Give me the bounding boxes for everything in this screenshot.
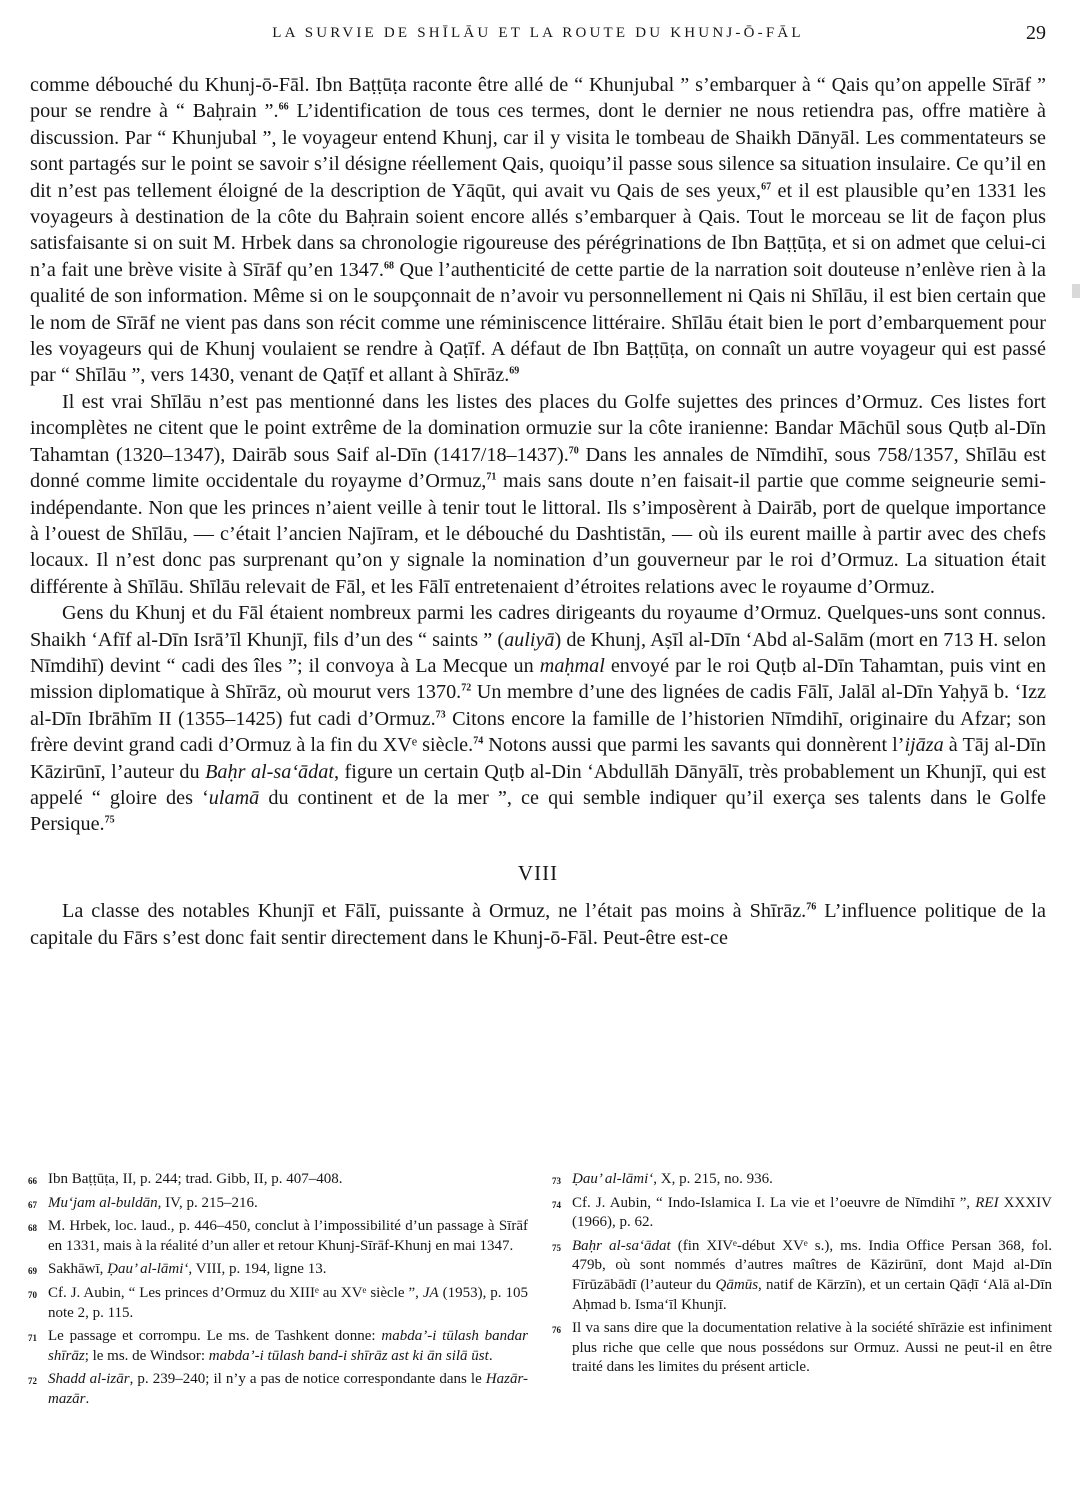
footnote-ref[interactable]: 69 bbox=[509, 365, 520, 377]
text-run: comme débouché du Khunj-ō-Fāl. Ibn Baṭṭūṭa raconte être allé de “ Khunjubal ” s’embarquer à “ Qais qu’on appelle Sīrāf ” pour se rendre à “ Baḥrain ”. bbox=[30, 74, 1046, 123]
text-run: L’influence politique de la capitale du Fārs s’est donc fait sentir directement dans le Khunj-ō-Fāl. Peut-être est-ce bbox=[30, 900, 1047, 949]
running-title: LA SURVIE DE SHĪLĀU ET LA ROUTE DU KHUNJ-Ō-FĀL bbox=[272, 25, 804, 41]
footnote-number: 67 bbox=[28, 1199, 37, 1210]
footnote-number: 74 bbox=[552, 1199, 561, 1210]
footnote-column-right bbox=[552, 1170, 1052, 1382]
footnote-title: Qāmūs bbox=[715, 1276, 759, 1293]
text-run: Que l’authenticité de cette partie de la narration soit douteuse n’enlève rien à la qualité de son information. Même si on le soupçonnait de n’avoir vu personnellement ni Qais ni Shīlāu, il est bien certain que le nom de Sīrāf ne vient pas dans son récit comme une réminiscence littéraire. Shīlāu était bien le port d’embarquement pour les voyageurs qui de Khunj voulaient se rendre à Qaṭīf. A défaut de Ibn Baṭṭūṭa, on connaît un autre voyageur qui est passé par “ Shīlāu ”, vers 1430, venant de Qaṭīf et allant à Shīrāz. bbox=[30, 258, 1046, 387]
footnote-ref[interactable]: 66 bbox=[278, 101, 289, 113]
italic-term: ijāza bbox=[904, 734, 944, 757]
text-run: Notons aussi que parmi les savants qui donnèrent l’ bbox=[483, 734, 905, 757]
italic-term: ulamā bbox=[208, 786, 260, 809]
footnote bbox=[552, 1237, 1052, 1315]
footnote-title: Mu‘jam al-buldān bbox=[48, 1194, 158, 1211]
footnote bbox=[552, 1194, 1052, 1233]
paragraph bbox=[30, 389, 1046, 600]
footnote-ref[interactable]: 75 bbox=[104, 814, 115, 826]
text-run: Gens du Khunj et du Fāl étaient nombreux parmi les cadres dirigeants du royaume d’Ormuz. Quelques-uns sont connus. Shaikh ‘Afīf al-Dīn Isrā’īl Khunjī, fils d’un des “ saints ” ( bbox=[30, 602, 1046, 651]
text-run: L’identification de tous ces termes, dont le dernier ne nous retiendra pas, offre matière à discussion. Par “ Khunjubal ”, le voyageur entend Khunj, car il y visita le tombeau de Shaikh Dānyāl. Les commentateurs se sont partagés sur le point se savoir s’il désigne réellement Qais, quoiqu’il passe sous silence sa situation insulaire. Ce qu’il en dit n’est pas tellement éloigné de la description de Yāqūt, qui avait vu Qais de ses yeux, bbox=[30, 100, 1046, 202]
footnote-text: Il va sans dire que la documentation relative à la société shīrāzie est infiniment plus riche que celle que nous possédons sur Ormuz. Aussi ne peut-il en être traité dans les limites du présent article. bbox=[572, 1320, 1052, 1376]
footnote-text: , natif de Kārzīn), et un certain Qāḍī ‘Alā al-Dīn Aḥmad b. Isma‘īl Khunjī. bbox=[572, 1276, 1052, 1313]
footnote-number: 75 bbox=[552, 1242, 561, 1253]
italic-term: auliyā bbox=[504, 628, 555, 651]
main-text bbox=[30, 72, 1046, 951]
footnote-title: Hazār-mazār bbox=[48, 1371, 528, 1407]
footnote-ref[interactable]: 71 bbox=[486, 471, 497, 483]
footnote-title: Baḥr al-sa‘ādat bbox=[572, 1237, 671, 1254]
footnote-title: mabda’-i tūlash bandar shīrāz bbox=[48, 1328, 528, 1364]
page-header bbox=[28, 22, 1048, 52]
footnote-title: Shadd al-izār bbox=[48, 1371, 130, 1388]
footnote-text: (1953), p. 105 note 2, p. 115. bbox=[48, 1284, 528, 1321]
paragraph bbox=[30, 72, 1046, 389]
text-run: Citons encore la famille de l’historien Nīmdihī, originaire du Afzar; son frère devint grand cadi d’Ormuz à la fin du XVᵉ siècle. bbox=[30, 707, 1046, 757]
footnote-text: Ibn Baṭṭūṭa, II, p. 244; trad. Gibb, II, p. 407–408. bbox=[48, 1171, 343, 1187]
text-run: ) de Khunj, Aṣīl al-Dīn ‘Abd al-Salām (mort en 713 H. selon Nīmdihī) devint “ cadi des îles ”; il convoya à La Mecque un bbox=[30, 628, 1046, 677]
text-run: Dans les annales de Nīmdihī, sous 758/1357, Shīlāu est donné comme limite occidentale du royayme d’Ormuz, bbox=[30, 443, 1046, 493]
footnote-text: Le passage et corrompu. Le ms. de Tashkent donne: bbox=[48, 1328, 382, 1345]
footnote bbox=[28, 1284, 528, 1323]
footnote-number: 71 bbox=[28, 1333, 37, 1344]
footnote-number: 69 bbox=[28, 1266, 37, 1277]
footnote bbox=[552, 1170, 1052, 1190]
footnote-text: XXXIV (1966), p. 62. bbox=[572, 1194, 1053, 1231]
footnote-text: , VIII, p. 194, ligne 13. bbox=[188, 1261, 327, 1278]
footnote-text: Sakhāwī, bbox=[48, 1261, 108, 1278]
footnote-number: 76 bbox=[552, 1325, 561, 1336]
italic-term: Baḥr al-sa‘ādat bbox=[205, 760, 334, 783]
paragraph bbox=[30, 600, 1046, 838]
footnote-ref[interactable]: 68 bbox=[383, 260, 394, 272]
footnote-number: 72 bbox=[28, 1376, 37, 1387]
footnote bbox=[28, 1217, 528, 1256]
footnote bbox=[28, 1370, 528, 1409]
footnote-text: (fin XIVᵉ-début XVᵉ s.), ms. India Office Persan 368, fol. 479b, où sont nommés d’autres maîtres de Kāzirūnī, dont Majd al-Dīn Fīrūzābādī (l’auteur du bbox=[572, 1237, 1052, 1293]
footnote-text: ; le ms. de Windsor: bbox=[84, 1347, 209, 1364]
footnote-text: . bbox=[488, 1347, 493, 1364]
text-run: , figure un certain Quṭb al-Din ‘Abdullāh Dānyālī, très probablement un Khunjī, qui est appelé “ gloire des ‘ bbox=[30, 760, 1047, 809]
footnote bbox=[28, 1194, 528, 1214]
text-run: La classe des notables Khunjī et Fālī, puissante à Ormuz, ne l’était pas moins à Shīrāz. bbox=[62, 900, 807, 923]
footnote-ref[interactable]: 70 bbox=[568, 444, 579, 456]
footnote-title: Ḍau’ al-lāmi‘ bbox=[572, 1171, 654, 1187]
footnote-number: 68 bbox=[28, 1223, 37, 1234]
footnote-ref[interactable]: 72 bbox=[461, 682, 472, 694]
page-number: 29 bbox=[1026, 22, 1046, 44]
scrollbar-marker[interactable] bbox=[1072, 284, 1080, 298]
footnote-title: Ḍau’ al-lāmi‘ bbox=[107, 1261, 189, 1278]
text-run: Il est vrai Shīlāu n’est pas mentionné dans les listes des places du Golfe sujettes des princes d’Ormuz. Ces listes fort incomplètes ne citent que le point extrême de la domination ormuzie sur la côte iranienne: Bandar Māchūl sous Quṭb al-Dīn Tahamtan (1320–1347), Dairāb sous Saif al-Dīn (1417/18–1437). bbox=[30, 390, 1046, 466]
footnote-ref[interactable]: 67 bbox=[761, 180, 772, 192]
footnote-text: , p. 239–240; il n’y a pas de notice correspondante dans le bbox=[129, 1371, 486, 1388]
footnote-text: , X, p. 215, no. 936. bbox=[653, 1171, 773, 1187]
footnote-ref[interactable]: 74 bbox=[473, 735, 484, 747]
text-run: Un membre d’une des lignées de cadis Fālī, Jalāl al-Dīn Yaḥyā b. ‘Izz al-Dīn Ibrāhīm II (1355–1425) fut cadi d’Ormuz. bbox=[30, 681, 1046, 730]
footnote bbox=[552, 1319, 1052, 1378]
footnote-title: JA bbox=[422, 1284, 439, 1301]
footnote-ref[interactable]: 76 bbox=[806, 901, 817, 913]
footnote bbox=[28, 1327, 528, 1366]
italic-term: maḥmal bbox=[539, 654, 605, 677]
footnote-number: 66 bbox=[28, 1176, 37, 1186]
footnote bbox=[28, 1260, 528, 1280]
text-run: et il est plausible qu’en 1331 les voyageurs à destination de la côte du Baḥrain soient encore allés s’embarquer à Qais. Tout le morceau se lit de façon plus satisfaisante si on suit M. Hrbek dans sa chronologie rigoureuse des pérégrinations de Ibn Baṭṭūṭa, et si on admet que celui-ci n’a fait une brève visite à Sīrāf qu’en 1347. bbox=[30, 179, 1046, 281]
footnote-number: 70 bbox=[28, 1289, 37, 1300]
footnote-column-left bbox=[28, 1170, 528, 1414]
footnote-text: Cf. J. Aubin, “ Les princes d’Ormuz du XIIIᵉ au XVᵉ siècle ”, bbox=[48, 1284, 423, 1301]
footnote-text: . bbox=[85, 1390, 90, 1407]
text-run: à Tāj al-Dīn Kāzirūnī, l’auteur du bbox=[30, 734, 1046, 783]
footnote-text: , IV, p. 215–216. bbox=[157, 1194, 258, 1211]
footnote-text: Cf. J. Aubin, “ Indo-Islamica I. La vie et l’oeuvre de Nīmdihī ”, bbox=[572, 1194, 976, 1211]
footnote-title: REI bbox=[975, 1194, 999, 1211]
footnote-ref[interactable]: 73 bbox=[435, 709, 446, 721]
paragraph bbox=[30, 898, 1046, 951]
text-run: envoyé par le roi Quṭb al-Dīn Tahamtan, puis vint en mission diplomatique à Shīrāz, où mourut vers 1370. bbox=[30, 654, 1047, 704]
text-run: du continent et de la mer ”, ce qui semble indiquer qu’il exerça ses talents dans le Golfe Persique. bbox=[30, 786, 1046, 836]
footnote-text: M. Hrbek, loc. laud., p. 446–450, conclut à l’impossibilité d’un passage à Sīrāf en 1331, mais à la réalité d’un aller et retour Khunj-Sīrāf-Khunj en mai 1347. bbox=[48, 1218, 528, 1254]
footnote-number: 73 bbox=[552, 1176, 561, 1186]
footnote-title: mabda’-i tūlash band-i shīrāz ast ki ān silā ūst bbox=[208, 1347, 489, 1364]
text-run: mais sans doute n’en faisait-il partie que comme seigneurie semi-indépendante. Non que les princes n’aient veille à tenir tout le littoral. Ils s’imposèrent à Dairāb, port de quelque importance à l’ouest de Shīlāu, — c’était l’ancien Najīram, et le débouché du Dashtistān, — où ils eurent maille à partir avec des chefs locaux. Il n’est donc pas surprenant qu’on y signale la nomination d’un gouverneur par le roi d’Ormuz. La situation était différente à Shīlāu. Shīlāu relevait de Fāl, et les Fālī entretenaient d’étroites relations avec le royaume d’Ormuz. bbox=[30, 470, 1046, 598]
footnote bbox=[28, 1170, 528, 1190]
section-heading: VIII bbox=[517, 860, 559, 885]
